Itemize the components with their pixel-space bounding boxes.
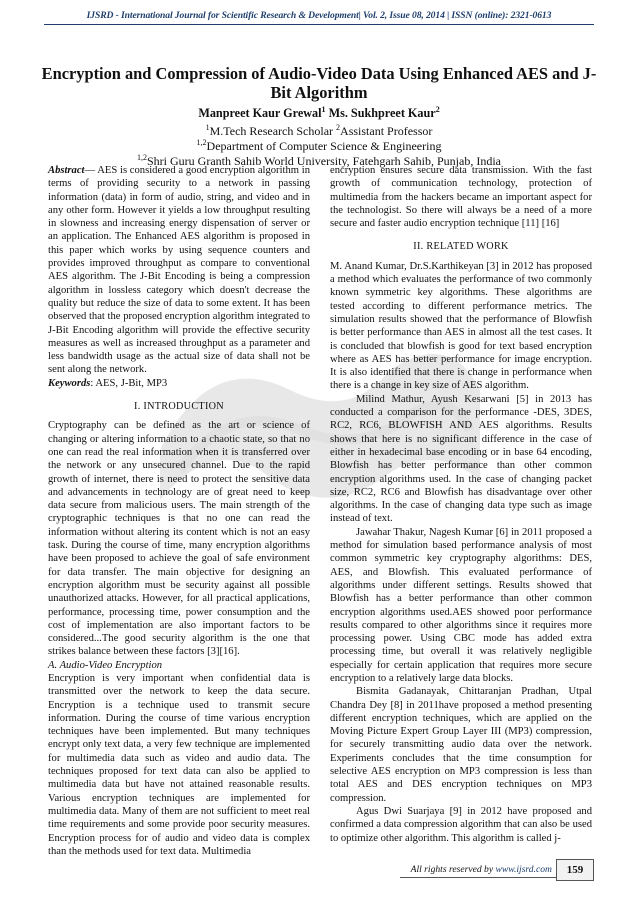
affil-1-text-b: Assistant Professor <box>340 124 433 138</box>
keywords-label: Keywords <box>48 377 91 389</box>
affil-1-sup-a: 1 <box>205 123 210 132</box>
affil-3-sup: 1,2 <box>137 153 147 162</box>
affil-1-text-a: M.Tech Research Scholar <box>209 124 337 138</box>
author-2-sup: 2 <box>435 105 440 114</box>
journal-header: IJSRD - International Journal for Scientific Research & Development| Vol. 2, Issue 08, 2014 | ISSN (online): 2321-0613 <box>86 10 552 21</box>
related-paragraph-5: Agus Dwi Suarjaya [9] in 2012 have proposed and confirmed a data compression algorithm that can also be used to optimize other algorithm. This algorithm is called j- <box>330 805 592 844</box>
keywords-text: : AES, J-Bit, MP3 <box>90 377 168 389</box>
abstract-paragraph <box>48 164 310 377</box>
author-1-name: Manpreet Kaur Grewal <box>198 106 322 121</box>
subsection-heading-audio-video: A. Audio-Video Encryption <box>48 659 163 671</box>
author-2-name: Ms. Sukhpreet Kaur <box>325 106 436 121</box>
keywords-paragraph <box>48 377 310 390</box>
affil-3-text: Shri Guru Granth Sahib World University, Fatehgarh Sahib, Punjab, India <box>147 154 501 168</box>
author-1-sup: 1 <box>321 105 326 114</box>
paper-title: Encryption and Compression of Audio-Video Data Using Enhanced AES and J-Bit Algorithm <box>41 64 597 102</box>
section-heading-introduction: I. INTRODUCTION <box>134 401 224 413</box>
intro-paragraph-2: Encryption is very important when confidential data is transmitted over the network to keep the data secure. Encryption is a technique used to transmit secure information. During the course of time various encryption techniques have been implemented. But many techniques encrypt only text data, a very few technique are implemented for multimedia data such as video and audio data. The techniques proposed for text data can also be applied to multimedia data but have not attained reasonable results. Various encryption techniques are implemented for multimedia data. Many of them are not sufficient to meet real time requirements and some provide poor security measures. Encryption process for of audio and video data is complex than the methods used for text data. Multimedia <box>48 672 310 857</box>
footer-rights <box>411 864 552 875</box>
related-paragraph-2: Milind Mathur, Ayush Kesarwani [5] in 2013 has conducted a comparison for the performance -DES, 3DES, RC2, RC6, BLOWFISH AND AES algorithms. Results shows that here is no significant difference in the case of either in hexadecimal base encoding or in base 64 encoding, Blowfish has better performance than other common encryption algorithms used. In the case of changing packet size, RC2, RC6 and Blowfish has disadvantage over other algorithms. In the case of changing data type such as image instead of text. <box>330 393 592 525</box>
right-column <box>330 164 592 845</box>
footer-rights-label: All rights reserved by <box>410 864 496 875</box>
section-heading-related-work: II. RELATED WORK <box>413 241 509 253</box>
affil-1-sup-b: 2 <box>336 123 341 132</box>
page-number: 159 <box>556 859 594 881</box>
affil-2-text: Department of Computer Science & Engineering <box>206 139 442 153</box>
footer-rule <box>400 877 556 878</box>
intro-paragraph-1: Cryptography can be defined as the art or science of changing or altering information to a chaotic state, so that no one can read the real information when it is transferred over the network or any unsecured channel. Due to the rapid growth of internet, there is need to protect the sensitive data and advancements in technology are of great need to keep data secure from malicious users. The main strength of the cryptographic techniques is that no one can read the information without altering its content which is not an easy task. During the course of time, many encryption algorithms have been proposed to achieve the goal of safe environment for data transfer. The main objective for designing an encryption algorithm must be security against all possible unauthorized attacks. However, for all practical applications, performance, processing time, power consumption and the cost of implementation are also important factors to be considered...The good security algorithm is the one that strikes balance between these factors [3][16]. <box>48 420 310 658</box>
related-paragraph-4: Bismita Gadanayak, Chittaranjan Pradhan, Utpal Chandra Dey [8] in 2011have proposed a method presenting different encryption techniques, which are applied on the Moving Picture Expert Group Layer III (MP3) compression, for securely transmitting audio data over the network. Experiments concludes that the time consumption for selective AES encryption on MP3 compression is less than total AES and DES encryption techniques on MP3 compression. <box>330 686 592 804</box>
left-column <box>48 164 310 858</box>
affil-2-sup: 1,2 <box>196 138 207 147</box>
continued-paragraph: encryption ensures secure data transmission. With the fast growth of communication technology, protection of multimedia from the hackers became an important aspect for the technologist. So there will always be a need of a more secure and faster audio encryption technique [11] [16] <box>330 165 592 230</box>
related-paragraph-1: M. Anand Kumar, Dr.S.Karthikeyan [3] in 2012 has proposed a method which evaluates the performance of two commonly known symmetric key algorithms. These algorithms are tested according to different performance metrics. The simulation results showed that the performance of Blowfish is better performance than AES in almost all the test cases. It is concluded that blowfish is good for text based encryption where as AES has better performance for image encryption. It is also identified that there is change in performance when there is a change in key size of AES algorithm. <box>330 260 592 392</box>
related-paragraph-3: Jawahar Thakur, Nagesh Kumar [6] in 2011 proposed a method for simulation based performance analysis of most common symmetric key cryptography algorithms: DES, AES, and Blowfish. This evaluated performance of algorithms under different settings. Results showed that Blowfish has a better performance than other common encryption algorithms used.AES showed poor performance results compared to other algorithms since it requires more processing power. Using CBC mode has added extra processing time, but overall it was relatively negligible especially for certain application that requires more secure encryption to a relatively large data blocks. <box>330 526 592 684</box>
footer-site-link[interactable]: www.ijsrd.com <box>495 864 552 875</box>
abstract-text: — AES is considered a good encryption algorithm in terms of providing security to a network in passing information (data) in form of audio, string, and video and in any other form. However it yields a low throughput resulting in slowness and increasing energy dispensation of server or an application. The Enhanced AES algorithm is proposed in this paper which works by using sequence counters and provides improved throughput as compare to conventional AES algorithm. The J-Bit Encoding is being a compression algorithm in lossless category which doesn't decrease the quality but reduce the size of data to some extent. It has been observed that the proposed encryption algorithm integrated to J-Bit Encoding algorithm will provide the effective security measures as well as increased throughput as a parameter and less bandwidth usage as the actual size of data shall not be sent along the network. <box>48 165 310 376</box>
author-line <box>40 102 598 121</box>
abstract-label: Abstract <box>48 165 85 176</box>
header-rule <box>44 24 594 25</box>
